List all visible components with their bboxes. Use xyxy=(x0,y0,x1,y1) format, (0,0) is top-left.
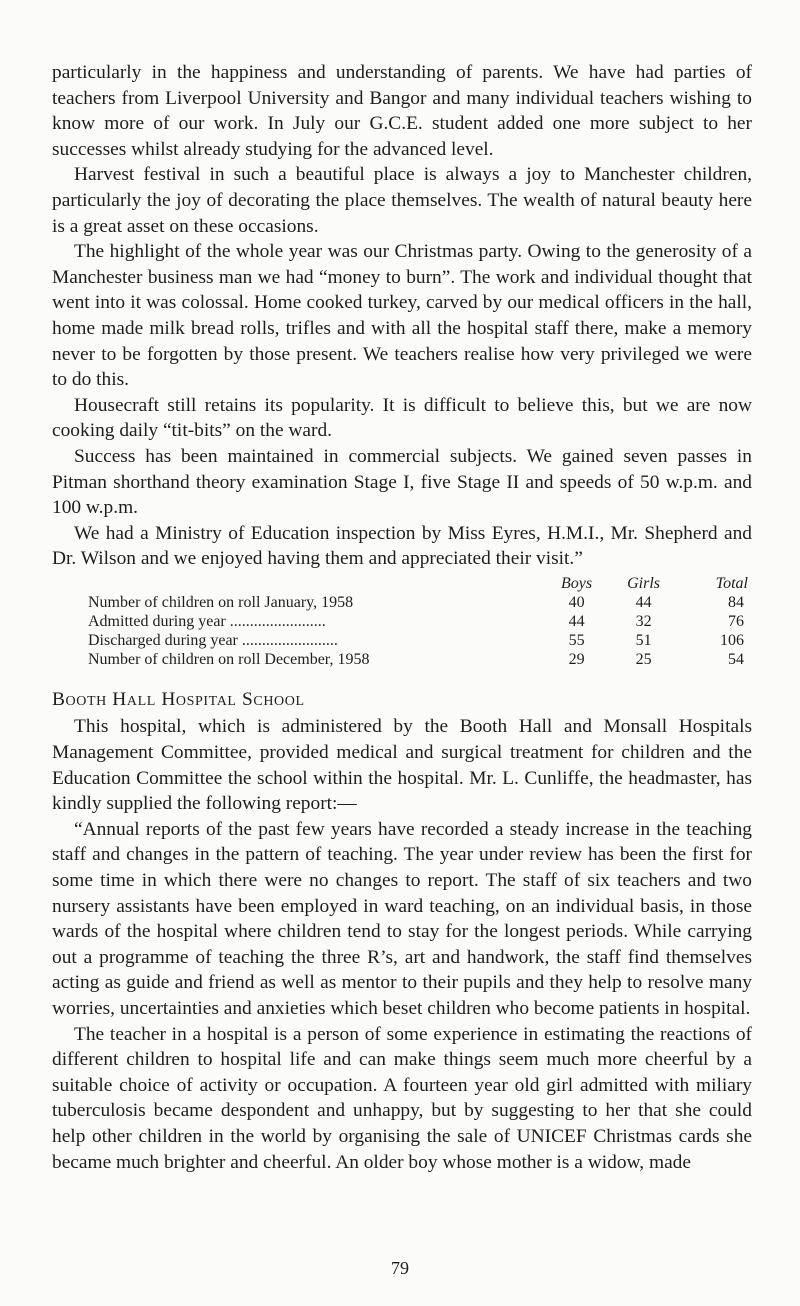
cell-total: 54 xyxy=(728,650,744,668)
cell-boys: 40 xyxy=(568,593,585,611)
cell-girls: 44 xyxy=(635,593,652,611)
paragraph: This hospital, which is administered by the Booth Hall and Monsall Hospitals Management Committee, provided medical and surgical treatment for children and the Education Committee the school within the hospital. Mr. L. Cunliffe, the headmaster, has kindly supplied the following report:— xyxy=(52,716,752,815)
cell-boys: 29 xyxy=(568,650,585,668)
paragraph: The teacher in a hospital is a person of some experience in estimating the reactions of different children to hospital life and can make things seem much more cheerful by a suitable choice of activity or occupation. A fourteen year old girl admitted with miliary tuberculosis became despondent and unhappy, but by suggesting to her that she could help other children in the world by organising the sale of UNICEF Christmas cards she became much brighter and cheerful. An older boy whose mother is a widow, made xyxy=(52,1023,752,1173)
paragraph: We had a Ministry of Education inspection by Miss Eyres, H.M.I., Mr. Shepherd and Dr. Wilson and we enjoyed having them and appreciated their visit.” xyxy=(52,522,752,570)
paragraph: “Annual reports of the past few years have recorded a steady increase in the teaching staff and changes in the pattern of teaching. The year under review has been the first for some time in which there were no changes to report. The staff of six teachers and two nursery assistants have been employed in ward teaching, on an individual basis, in those wards of the hospital where children tend to stay for the longest periods. While carrying out a programme of teaching the three R’s, art and handwork, the staff find themselves acting as guide and friend as well as mentor to their pupils and they help to resolve many worries, uncertainties and anxieties which beset children who become patients in hospital. xyxy=(52,818,752,1019)
column-header-total: Total xyxy=(715,574,748,592)
paragraph: particularly in the happiness and understanding of parents. We have had parties of teachers from Liverpool University and Bangor and many individual teachers wishing to know more of our work. In July our G.C.E. student added one more subject to her successes whilst already studying for the advanced level. xyxy=(52,62,752,160)
paragraph: The highlight of the whole year was our Christmas party. Owing to the generosity of a Manchester business man we had “money to burn”. The work and individual thought that went into it was colossal. Home cooked turkey, carved by our medical officers in the hall, home made milk bread rolls, trifles and with all the hospital staff there, make a memory never to be forgotten by those present. We teachers realise how very privileged we were to do this. xyxy=(52,241,752,391)
page-number: 79 xyxy=(391,1258,409,1278)
cell-boys: 55 xyxy=(568,631,585,649)
paragraph: Harvest festival in such a beautiful place is always a joy to Manchester children, particularly the joy of decorating the place themselves. The wealth of natural beauty here is a great asset on these occasions. xyxy=(52,164,752,237)
table-header-row xyxy=(88,574,752,593)
paragraph: Success has been maintained in commercial subjects. We gained seven passes in Pitman shorthand theory examination Stage I, five Stage II and speeds of 50 w.p.m. and 100 w.p.m. xyxy=(52,445,752,519)
table-row xyxy=(88,631,752,650)
cell-girls: 32 xyxy=(635,612,652,630)
paragraph: Housecraft still retains its popularity. It is difficult to believe this, but we are now cooking daily “tit-bits” on the ward. xyxy=(52,394,752,442)
cell-total: 84 xyxy=(728,593,744,611)
section-heading: Booth Hall Hospital School xyxy=(52,688,305,710)
column-header-girls: Girls xyxy=(627,574,661,592)
cell-girls: 25 xyxy=(635,650,652,668)
column-header-boys: Boys xyxy=(561,574,593,592)
table-row xyxy=(88,650,752,669)
table-row xyxy=(88,593,752,612)
cell-girls: 51 xyxy=(635,631,652,649)
row-label: Admitted during year ........................ xyxy=(88,612,326,630)
row-label: Number of children on roll January, 1958 xyxy=(88,593,354,611)
children-statistics-table xyxy=(88,574,752,669)
table-row xyxy=(88,612,752,631)
row-label: Discharged during year ........................ xyxy=(88,631,338,649)
cell-boys: 44 xyxy=(568,612,585,630)
cell-total: 76 xyxy=(728,612,744,630)
report-text xyxy=(52,60,752,1175)
row-label: Number of children on roll December, 1958 xyxy=(88,650,370,668)
empty-header xyxy=(88,574,543,593)
cell-total: 106 xyxy=(720,631,744,649)
